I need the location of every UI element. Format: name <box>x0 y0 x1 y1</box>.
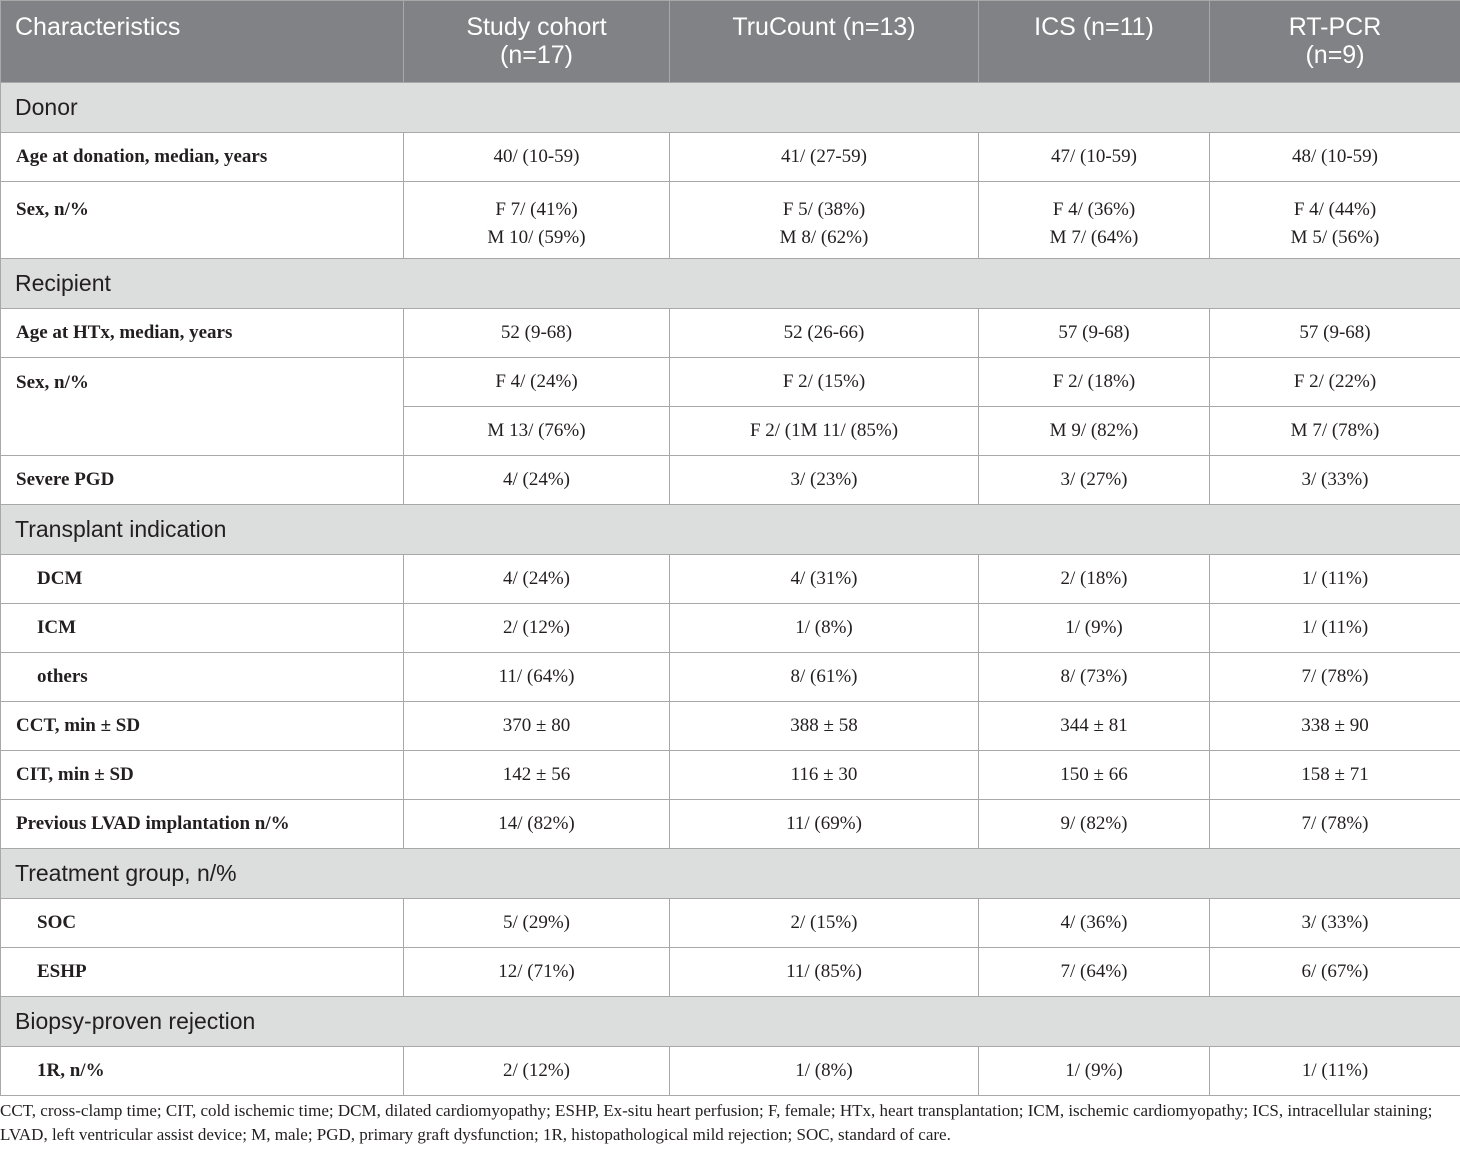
cell: 344 ± 81 <box>979 702 1210 751</box>
cell: 3/ (27%) <box>979 456 1210 505</box>
cell: 4/ (24%) <box>404 456 670 505</box>
cell: 4/ (31%) <box>670 555 979 604</box>
cell: 2/ (12%) <box>404 1047 670 1096</box>
cell: 7/ (78%) <box>1210 800 1460 849</box>
table-row <box>1 133 1460 182</box>
cell: 47/ (10-59) <box>979 133 1210 182</box>
row-label: Previous LVAD implantation n/% <box>1 800 404 849</box>
section-transplant-indication: Transplant indication <box>1 505 1460 555</box>
cell: 40/ (10-59) <box>404 133 670 182</box>
cell: 2/ (15%) <box>670 899 979 948</box>
cell: 5/ (29%) <box>404 899 670 948</box>
cell: 142 ± 56 <box>404 751 670 800</box>
cell: 1/ (11%) <box>1210 604 1460 653</box>
cell: F 2/ (15%) <box>670 358 979 407</box>
row-label: ESHP <box>1 948 404 997</box>
row-label: Sex, n/% <box>1 182 404 259</box>
section-treatment-group: Treatment group, n/% <box>1 849 1460 899</box>
table-footnote: CCT, cross-clamp time; CIT, cold ischemic time; DCM, dilated cardiomyopathy; ESHP, Ex-situ heart perfusion; F, female; HTx, heart transplantation; ICM, ischemic cardiomyopathy; ICS, intracellular staining; LVAD, left ventricular assist device; M, male; PGD, primary graft dysfunction; 1R, histopathological mild rejection; SOC, standard of care. <box>0 1101 1433 1144</box>
cell: 11/ (69%) <box>670 800 979 849</box>
row-label: 1R, n/% <box>1 1047 404 1096</box>
cell: F 2/ (1M 11/ (85%) <box>670 407 979 456</box>
cell: 52 (26-66) <box>670 309 979 358</box>
header-characteristics: Characteristics <box>1 1 404 83</box>
cell: 338 ± 90 <box>1210 702 1460 751</box>
cell: 1/ (11%) <box>1210 555 1460 604</box>
cell: F 2/ (18%) <box>979 358 1210 407</box>
cell: 12/ (71%) <box>404 948 670 997</box>
table-row <box>1 653 1460 702</box>
cell: 1/ (8%) <box>670 604 979 653</box>
section-row <box>1 849 1460 899</box>
table-row <box>1 182 1460 259</box>
row-label: others <box>1 653 404 702</box>
cell: 48/ (10-59) <box>1210 133 1460 182</box>
table-row <box>1 899 1460 948</box>
row-label: DCM <box>1 555 404 604</box>
cell: M 7/ (78%) <box>1210 407 1460 456</box>
header-row <box>1 1 1460 83</box>
table-row <box>1 456 1460 505</box>
cell: F 4/ (24%) <box>404 358 670 407</box>
row-label: CCT, min ± SD <box>1 702 404 751</box>
table-row <box>1 800 1460 849</box>
header-ics: ICS (n=11) <box>979 1 1210 83</box>
cell: 9/ (82%) <box>979 800 1210 849</box>
row-label: ICM <box>1 604 404 653</box>
cell: 1/ (11%) <box>1210 1047 1460 1096</box>
section-biopsy-proven-rejection: Biopsy-proven rejection <box>1 997 1460 1047</box>
table-row <box>1 1047 1460 1096</box>
cell: 7/ (64%) <box>979 948 1210 997</box>
section-row <box>1 505 1460 555</box>
section-recipient: Recipient <box>1 259 1460 309</box>
header-rt-pcr: RT-PCR (n=9) <box>1210 1 1460 83</box>
cell: 8/ (73%) <box>979 653 1210 702</box>
cell: M 9/ (82%) <box>979 407 1210 456</box>
cell: 1/ (9%) <box>979 604 1210 653</box>
header-study-cohort: Study cohort (n=17) <box>404 1 670 83</box>
cell: 7/ (78%) <box>1210 653 1460 702</box>
cell: 370 ± 80 <box>404 702 670 751</box>
cell: 4/ (24%) <box>404 555 670 604</box>
table-row <box>1 948 1460 997</box>
table-row <box>1 555 1460 604</box>
section-donor: Donor <box>1 83 1460 133</box>
cell: 150 ± 66 <box>979 751 1210 800</box>
cell: M 13/ (76%) <box>404 407 670 456</box>
cell: 388 ± 58 <box>670 702 979 751</box>
table-row <box>1 309 1460 358</box>
row-label: Age at donation, median, years <box>1 133 404 182</box>
cell: F 7/ (41%) M 10/ (59%) <box>404 182 670 259</box>
cell: 14/ (82%) <box>404 800 670 849</box>
section-row <box>1 83 1460 133</box>
section-row <box>1 259 1460 309</box>
table-row <box>1 702 1460 751</box>
cell: 11/ (85%) <box>670 948 979 997</box>
table-row <box>1 604 1460 653</box>
table-row <box>1 751 1460 800</box>
header-trucount: TruCount (n=13) <box>670 1 979 83</box>
cell: 57 (9-68) <box>979 309 1210 358</box>
cell: 2/ (12%) <box>404 604 670 653</box>
cell: 116 ± 30 <box>670 751 979 800</box>
cell: 158 ± 71 <box>1210 751 1460 800</box>
cell: 4/ (36%) <box>979 899 1210 948</box>
cell: F 5/ (38%) M 8/ (62%) <box>670 182 979 259</box>
row-label: Severe PGD <box>1 456 404 505</box>
cell: F 2/ (22%) <box>1210 358 1460 407</box>
cell: F 4/ (44%) M 5/ (56%) <box>1210 182 1460 259</box>
row-label: Age at HTx, median, years <box>1 309 404 358</box>
cell: F 4/ (36%) M 7/ (64%) <box>979 182 1210 259</box>
row-label: Sex, n/% <box>1 358 404 456</box>
cell: 57 (9-68) <box>1210 309 1460 358</box>
section-row <box>1 997 1460 1047</box>
cell: 3/ (33%) <box>1210 456 1460 505</box>
cell: 1/ (9%) <box>979 1047 1210 1096</box>
cell: 2/ (18%) <box>979 555 1210 604</box>
cell: 52 (9-68) <box>404 309 670 358</box>
cell: 11/ (64%) <box>404 653 670 702</box>
row-label: SOC <box>1 899 404 948</box>
row-label: CIT, min ± SD <box>1 751 404 800</box>
cell: 3/ (33%) <box>1210 899 1460 948</box>
cell: 1/ (8%) <box>670 1047 979 1096</box>
cell: 41/ (27-59) <box>670 133 979 182</box>
cell: 3/ (23%) <box>670 456 979 505</box>
cell: 8/ (61%) <box>670 653 979 702</box>
table-row <box>1 358 1460 407</box>
cell: 6/ (67%) <box>1210 948 1460 997</box>
